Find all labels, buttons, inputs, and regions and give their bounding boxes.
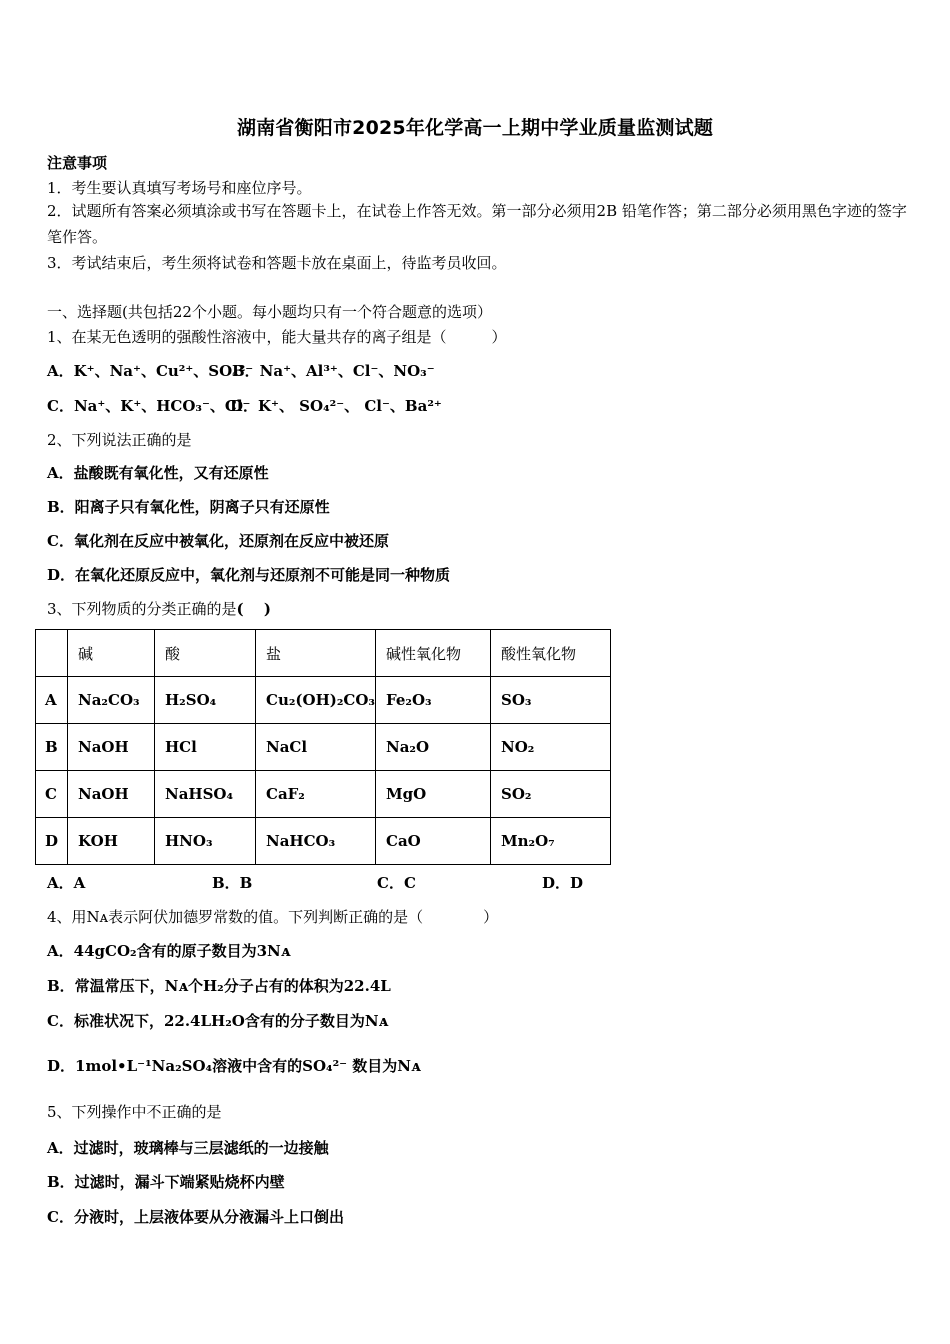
- table-cell: MgO: [376, 771, 491, 818]
- table-cell: NaHCO₃: [256, 818, 376, 865]
- table-cell: Fe₂O₃: [376, 677, 491, 724]
- notice-item-3: 3．考试结束后，考生须将试卷和答题卡放在桌面上，待监考员收回。: [47, 254, 507, 272]
- q1-option-d: D．K⁺、 SO₄²⁻、 Cl⁻、Ba²⁺: [230, 397, 442, 415]
- table-header-cell: 碱性氧化物: [376, 630, 491, 677]
- q5-stem: 5、下列操作中不正确的是: [47, 1103, 222, 1121]
- q2-option-b: B．阳离子只有氧化性，阴离子只有还原性: [47, 498, 330, 516]
- notice-heading: 注意事项: [47, 154, 108, 172]
- table-cell: NaOH: [68, 771, 155, 818]
- classification-table: [35, 629, 611, 865]
- table-cell: CaO: [376, 818, 491, 865]
- table-row: [36, 677, 611, 724]
- exam-title: 湖南省衡阳市2025年化学高一上期中学业质量监测试题: [236, 117, 714, 139]
- q5-option-c: C．分液时，上层液体要从分液漏斗上口倒出: [47, 1208, 344, 1226]
- table-row: [36, 818, 611, 865]
- q4-stem: 4、用Nᴀ表示阿伏加德罗常数的值。下列判断正确的是（ ）: [47, 908, 499, 926]
- q5-option-a: A．过滤时，玻璃棒与三层滤纸的一边接触: [47, 1139, 329, 1157]
- q2-stem: 2、下列说法正确的是: [47, 431, 192, 449]
- table-cell: C: [36, 771, 68, 818]
- q3-stem-text: 3、下列物质的分类正确的是: [47, 600, 237, 618]
- q3-option-b: B．B: [212, 874, 253, 892]
- table-header-row: [36, 630, 611, 677]
- table-cell: NO₂: [491, 724, 611, 771]
- table-cell: NaHSO₄: [155, 771, 256, 818]
- q5-option-b: B．过滤时，漏斗下端紧贴烧杯内壁: [47, 1173, 285, 1191]
- q1-option-a: A．K⁺、Na⁺、Cu²⁺、SO₄²⁻: [47, 362, 254, 380]
- table-header-cell: 盐: [256, 630, 376, 677]
- section-heading: 一、选择题(共包括22个小题。每小题均只有一个符合题意的选项）: [47, 303, 492, 321]
- table-header-cell: 碱: [68, 630, 155, 677]
- table-cell: Cu₂(OH)₂CO₃: [256, 677, 376, 724]
- table-cell: B: [36, 724, 68, 771]
- table-cell: Mn₂O₇: [491, 818, 611, 865]
- table-cell: NaCl: [256, 724, 376, 771]
- table-header-cell: [36, 630, 68, 677]
- q1-option-c: C．Na⁺、K⁺、HCO₃⁻、Cl⁻: [47, 397, 251, 415]
- table-cell: HCl: [155, 724, 256, 771]
- table-cell: A: [36, 677, 68, 724]
- table-cell: NaOH: [68, 724, 155, 771]
- q1-option-b: B．Na⁺、Al³⁺、Cl⁻、NO₃⁻: [232, 362, 435, 380]
- q4-option-b: B．常温常压下，Nᴀ个H₂分子占有的体积为22.4L: [47, 977, 391, 995]
- table-row: [36, 771, 611, 818]
- table-cell: D: [36, 818, 68, 865]
- q3-option-d: D．D: [542, 874, 584, 892]
- q1-stem: 1、在某无色透明的强酸性溶液中，能大量共存的离子组是（ ）: [47, 328, 507, 346]
- q3-option-c: C．C: [377, 874, 416, 892]
- table-row: [36, 724, 611, 771]
- q4-option-c: C．标准状况下，22.4LH₂O含有的分子数目为Nᴀ: [47, 1012, 389, 1030]
- table-cell: Na₂O: [376, 724, 491, 771]
- q4-option-d: D．1mol•L⁻¹Na₂SO₄溶液中含有的SO₄²⁻ 数目为Nᴀ: [47, 1057, 421, 1075]
- table-cell: KOH: [68, 818, 155, 865]
- q2-option-a: A．盐酸既有氧化性，又有还原性: [47, 464, 269, 482]
- table-header-cell: 酸性氧化物: [491, 630, 611, 677]
- table-cell: SO₃: [491, 677, 611, 724]
- q4-option-a: A．44gCO₂含有的原子数目为3Nᴀ: [47, 942, 291, 960]
- q3-stem-paren: ( ): [236, 600, 271, 618]
- notice-item-2: 2．试题所有答案必须填涂或书写在答题卡上，在试卷上作答无效。第一部分必须用2B 铅笔作答；第二部分必须用黑色字迹的签字笔作答。: [47, 202, 907, 246]
- table-header-cell: 酸: [155, 630, 256, 677]
- table-cell: H₂SO₄: [155, 677, 256, 724]
- table-cell: HNO₃: [155, 818, 256, 865]
- notice-item-1: 1．考生要认真填写考场号和座位序号。: [47, 179, 312, 197]
- q3-option-a: A．A: [47, 874, 86, 892]
- table-cell: Na₂CO₃: [68, 677, 155, 724]
- q3-stem: [47, 598, 271, 619]
- table-cell: CaF₂: [256, 771, 376, 818]
- table-cell: SO₂: [491, 771, 611, 818]
- q2-option-d: D．在氧化还原反应中，氧化剂与还原剂不可能是同一种物质: [47, 566, 451, 584]
- q2-option-c: C．氧化剂在反应中被氧化，还原剂在反应中被还原: [47, 532, 389, 550]
